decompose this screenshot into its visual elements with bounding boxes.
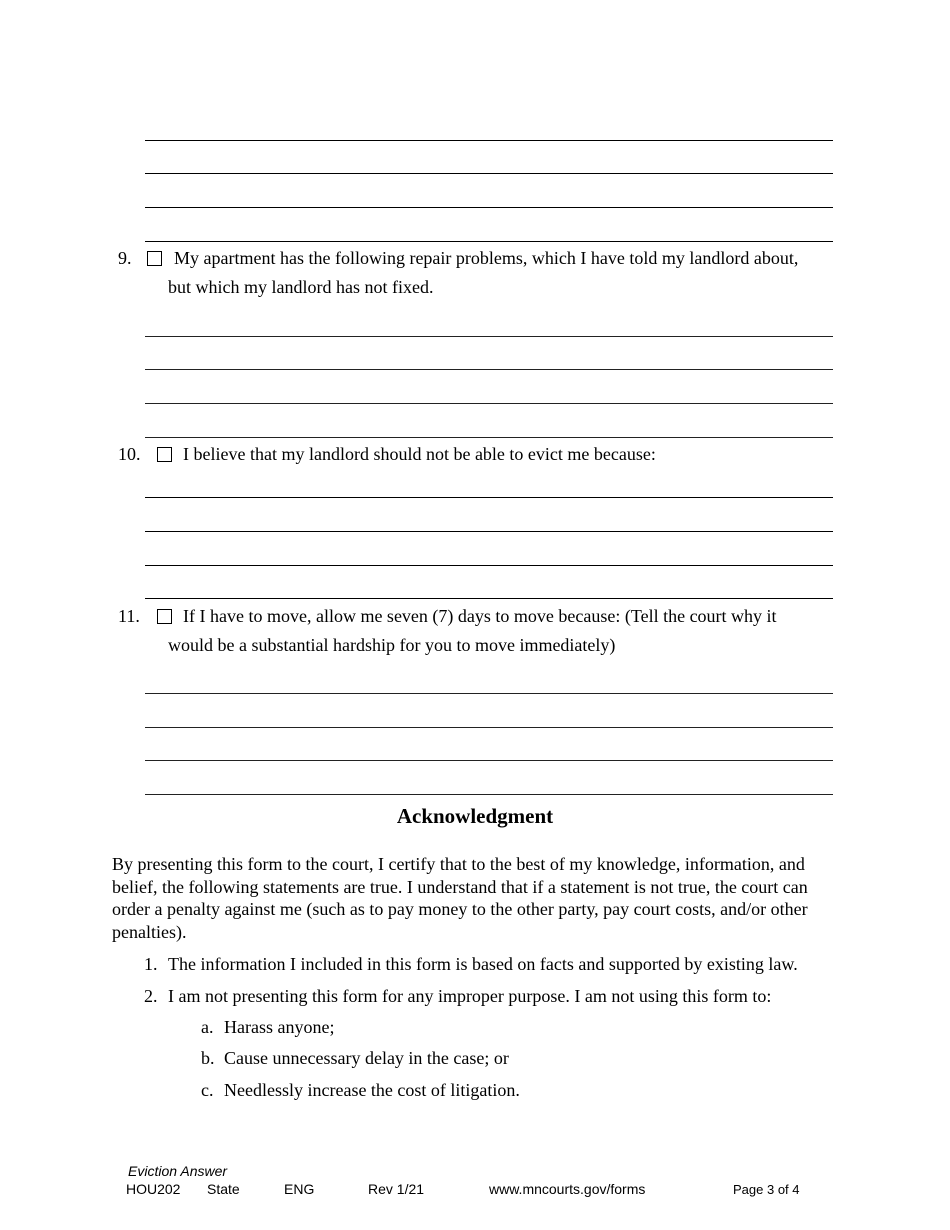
answer-line[interactable] bbox=[145, 241, 833, 242]
answer-line[interactable] bbox=[145, 403, 833, 404]
paragraph-line: penalties). bbox=[112, 921, 187, 942]
item-11 bbox=[0, 602, 950, 662]
acknowledgment-paragraph bbox=[112, 853, 837, 943]
list-text: I am not presenting this form for any improper purpose. I am not using this form to: bbox=[168, 986, 772, 1006]
footer-form-name: Eviction Answer bbox=[128, 1163, 228, 1179]
item-number: 11. bbox=[118, 606, 140, 626]
paragraph-line: order a penalty against me (such as to pay money to the other party, pay court costs, and/or other bbox=[112, 899, 808, 919]
certification-subitem bbox=[0, 1015, 950, 1039]
answer-line[interactable] bbox=[145, 693, 833, 694]
certification-subitem bbox=[0, 1078, 950, 1102]
answer-line[interactable] bbox=[145, 760, 833, 761]
list-marker: 1. bbox=[144, 954, 158, 974]
footer-code: HOU202 bbox=[126, 1181, 181, 1197]
item-text: If I have to move, allow me seven (7) days to move because: (Tell the court why it bbox=[183, 606, 777, 626]
item-10 bbox=[0, 440, 950, 470]
footer-jurisdiction: State bbox=[207, 1181, 240, 1197]
certification-item bbox=[0, 984, 950, 1008]
item-number: 10. bbox=[118, 444, 141, 464]
answer-line[interactable] bbox=[145, 794, 833, 795]
item-text: but which my landlord has not fixed. bbox=[168, 277, 434, 297]
item-number: 9. bbox=[118, 248, 132, 268]
footer-revision: Rev 1/21 bbox=[368, 1181, 425, 1197]
list-text: Cause unnecessary delay in the case; or bbox=[224, 1048, 509, 1068]
list-text: Needlessly increase the cost of litigation. bbox=[224, 1080, 520, 1100]
footer-language: ENG bbox=[284, 1181, 315, 1197]
acknowledgment-title: Acknowledgment bbox=[396, 804, 554, 828]
item-text: I believe that my landlord should not be able to evict me because: bbox=[183, 444, 656, 464]
answer-line[interactable] bbox=[145, 207, 833, 208]
paragraph-line: belief, the following statements are true. I understand that if a statement is not true, the court can bbox=[112, 876, 808, 897]
answer-line[interactable] bbox=[145, 140, 833, 141]
list-text: Harass anyone; bbox=[224, 1017, 335, 1037]
paragraph-line: By presenting this form to the court, I certify that to the best of my knowledge, information, and bbox=[112, 854, 805, 874]
certification-item bbox=[0, 952, 950, 976]
list-marker: a. bbox=[201, 1017, 214, 1037]
list-text: The information I included in this form is based on facts and supported by existing law. bbox=[168, 954, 798, 974]
footer-page-number: Page 3 of 4 bbox=[733, 1182, 800, 1197]
list-marker: 2. bbox=[144, 986, 158, 1006]
answer-line[interactable] bbox=[145, 336, 833, 337]
answer-line[interactable] bbox=[145, 369, 833, 370]
item-11-checkbox[interactable] bbox=[157, 609, 172, 624]
answer-line[interactable] bbox=[145, 565, 833, 566]
answer-line[interactable] bbox=[145, 531, 833, 532]
certification-subitem bbox=[0, 1046, 950, 1070]
answer-line[interactable] bbox=[145, 727, 833, 728]
list-marker: c. bbox=[201, 1080, 214, 1100]
footer-website: www.mncourts.gov/forms bbox=[489, 1181, 646, 1197]
item-text: would be a substantial hardship for you to move immediately) bbox=[168, 635, 616, 655]
answer-line[interactable] bbox=[145, 173, 833, 174]
item-9-checkbox[interactable] bbox=[147, 251, 162, 266]
answer-line[interactable] bbox=[145, 497, 833, 498]
item-text: My apartment has the following repair problems, which I have told my landlord about, bbox=[174, 248, 799, 268]
item-9 bbox=[0, 244, 950, 304]
item-10-checkbox[interactable] bbox=[157, 447, 172, 462]
answer-line[interactable] bbox=[145, 598, 833, 599]
answer-line[interactable] bbox=[145, 437, 833, 438]
list-marker: b. bbox=[201, 1048, 215, 1068]
